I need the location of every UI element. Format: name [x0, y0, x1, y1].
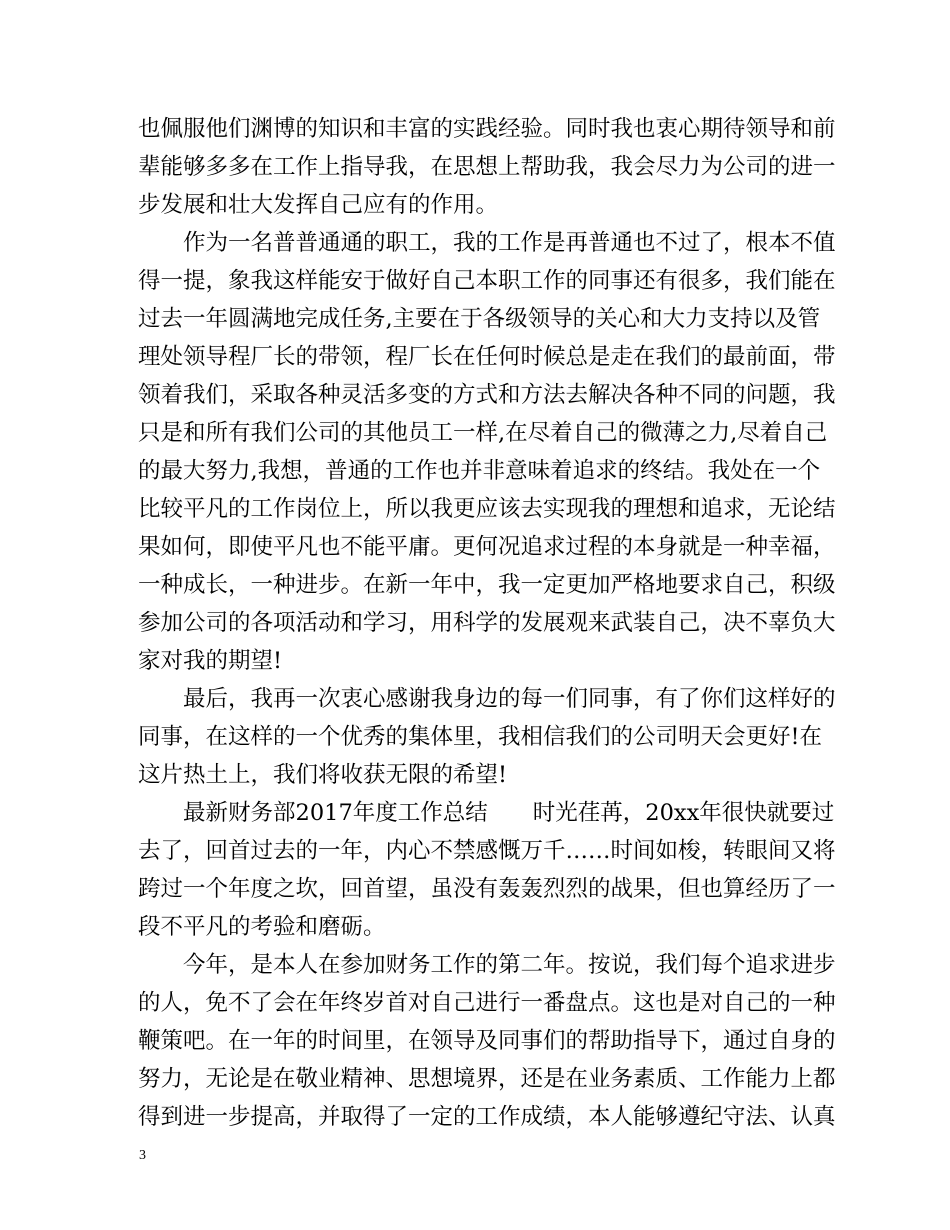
text-line: 理处领导程厂长的带领，程厂长在任何时候总是走在我们的最前面，带: [138, 344, 836, 370]
body-text: [138, 110, 836, 1136]
text-line: 家对我的期望!: [138, 648, 283, 674]
text-line: 比较平凡的工作岗位上，所以我更应该去实现我的理想和追求，无论结: [138, 496, 836, 522]
text-line: 鞭策吧。在一年的时间里，在领导及同事们的帮助指导下，通过自身的: [138, 1028, 836, 1054]
page-number: 3: [139, 1148, 146, 1163]
text-line: 辈能够多多在工作上指导我，在思想上帮助我，我会尽力为公司的进一: [138, 154, 836, 180]
text-line: 最后，我再一次衷心感谢我身边的每一们同事，有了你们这样好的: [138, 686, 836, 712]
text-line: 去了，回首过去的一年，内心不禁感慨万千……时间如梭，转眼间又将: [138, 838, 836, 864]
text-line: 也佩服他们渊博的知识和丰富的实践经验。同时我也衷心期待领导和前: [138, 116, 836, 142]
text-line: 参加公司的各项活动和学习，用科学的发展观来武装自己，决不辜负大: [138, 610, 836, 636]
text-line: 今年，是本人在参加财务工作的第二年。按说，我们每个追求进步: [138, 952, 836, 978]
text-line: 这片热土上，我们将收获无限的希望!: [138, 762, 508, 788]
text-line: 的最大努力,我想，普通的工作也并非意味着追求的终结。我处在一个: [138, 458, 821, 484]
text-line: 得到进一步提高，并取得了一定的工作成绩，本人能够遵纪守法、认真: [138, 1104, 836, 1130]
text-line: 努力，无论是在敬业精神、思想境界，还是在业务素质、工作能力上都: [138, 1066, 836, 1092]
text-line: 只是和所有我们公司的其他员工一样,在尽着自己的微薄之力,尽着自己: [138, 420, 828, 446]
text-line: 步发展和壮大发挥自己应有的作用。: [138, 192, 499, 218]
text-line: 得一提，象我这样能安于做好自己本职工作的同事还有很多，我们能在: [138, 268, 836, 294]
text-line: 段不平凡的考验和磨砺。: [138, 914, 386, 940]
text-line: 作为一名普普通通的职工，我的工作是再普通也不过了，根本不值: [138, 230, 836, 256]
text-line: 的人，免不了会在年终岁首对自己进行一番盘点。这也是对自己的一种: [138, 990, 836, 1016]
text-line: 领着我们，采取各种灵活多变的方式和方法去解决各种不同的问题，我: [138, 382, 836, 408]
text-line: 果如何，即使平凡也不能平庸。更何况追求过程的本身就是一种幸福，: [138, 534, 836, 560]
text-line: 最新财务部2017年度工作总结 时光荏苒，20xx年很快就要过: [138, 800, 835, 826]
text-line: 过去一年圆满地完成任务,主要在于各级领导的关心和大力支持以及管: [138, 306, 821, 332]
text-line: 同事，在这样的一个优秀的集体里，我相信我们的公司明天会更好!在: [138, 724, 823, 750]
text-line: 一种成长，一种进步。在新一年中，我一定更加严格地要求自己，积级: [138, 572, 836, 598]
text-line: 跨过一个年度之坎，回首望，虽没有轰轰烈烈的战果，但也算经历了一: [138, 876, 836, 902]
